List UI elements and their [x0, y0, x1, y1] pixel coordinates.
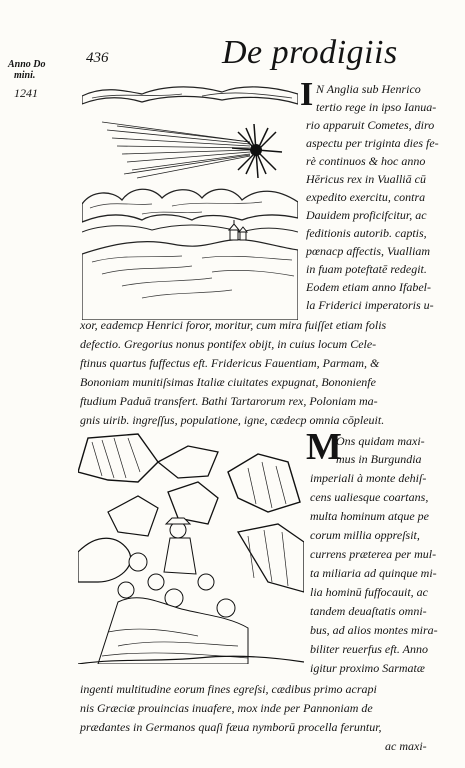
- text-line: ftinus quartus fuffectus eft. Fridericus Fauentiam, Parmam, &: [80, 356, 380, 370]
- text-line: feditionis autorib. captis,: [306, 226, 427, 240]
- drop-cap-m: M: [306, 426, 342, 468]
- page-number: 436: [86, 50, 109, 66]
- margin-year-label-line2: mini.: [14, 70, 36, 81]
- text-line: prædantes in Germanos quaſi fæua nymborū procella feruntur,: [80, 720, 382, 734]
- text-line: N Anglia sub Henrico: [316, 82, 421, 96]
- text-line: in fuam poteftatē redegit.: [306, 262, 427, 276]
- text-line: rio apparuit Cometes, diro: [306, 118, 435, 132]
- text-line: ta miliaria ad quinque mi-: [310, 566, 437, 580]
- text-line: igitur proximo Sarmatæ: [310, 661, 425, 675]
- text-line: defectio. Gregorius nonus pontifex obijt, in cuius locum Cele-: [80, 337, 377, 351]
- text-line: cens ualiesque coartans,: [310, 490, 429, 504]
- mountain-collapse-woodcut-illustration: [78, 432, 304, 664]
- text-line: pœnacp affectis, Vualliam: [306, 244, 431, 258]
- text-line: ftudium Paduā transfert. Bathi Tartarorum rex, Poloniam ma-: [80, 394, 378, 408]
- text-line: Eodem etiam anno Ifabel-: [306, 280, 431, 294]
- text-line: la Friderici imperatoris u-: [306, 298, 434, 312]
- text-line: tertio rege in ipso Ianua-: [316, 100, 437, 114]
- text-line: corum millia oppreſsit,: [310, 528, 420, 542]
- text-line: aspectu per triginta dies fe-: [306, 136, 439, 150]
- text-line: gnis uirib. ingreſſus, populatione, igne, cædecp omnia cōpleuit.: [80, 413, 385, 427]
- text-line: mus in Burgundia: [336, 452, 422, 466]
- text-line: imperiali à monte dehiſ-: [310, 471, 427, 485]
- catchword: ac maxi-: [385, 739, 427, 753]
- text-line: ingenti multitudine eorum fines egreſsi, cædibus primo acrapi: [80, 682, 377, 696]
- text-line: xor, eademcp Henrici foror, moritur, cum mira fuiſſet etiam folis: [80, 318, 387, 332]
- text-line: lia hominū fuffocauit, ac: [310, 585, 428, 599]
- text-line: currens præterea per mul-: [310, 547, 437, 561]
- text-line: Ons quidam maxi-: [336, 434, 425, 448]
- drop-cap-i: I: [300, 76, 314, 113]
- text-line: rè continuos & hoc anno: [306, 154, 426, 168]
- text-line: tandem deuaſtatis omni-: [310, 604, 427, 618]
- text-line: biliter reuerfus eft. Anno: [310, 642, 428, 656]
- text-line: bus, ad alios montes mira-: [310, 623, 438, 637]
- text-line: Bononiam munitiſsimas Italiæ ciuitates expugnat, Bononienfe: [80, 375, 376, 389]
- margin-year: 1241: [14, 86, 38, 100]
- text-line: Hēricus rex in Vualliā cū: [306, 172, 426, 186]
- text-line: multa hominum atque pe: [310, 509, 429, 523]
- text-line: expedito exercitu, contra: [306, 190, 426, 204]
- running-title: De prodigiis: [222, 34, 398, 71]
- text-line: Dauidem proficifcitur, ac: [306, 208, 427, 222]
- margin-year-label-line1: Anno Do: [8, 59, 46, 70]
- text-line: nis Græciæ prouincias inuafere, mox inde per Pannoniam de: [80, 701, 373, 715]
- comet-woodcut-illustration: [82, 82, 298, 320]
